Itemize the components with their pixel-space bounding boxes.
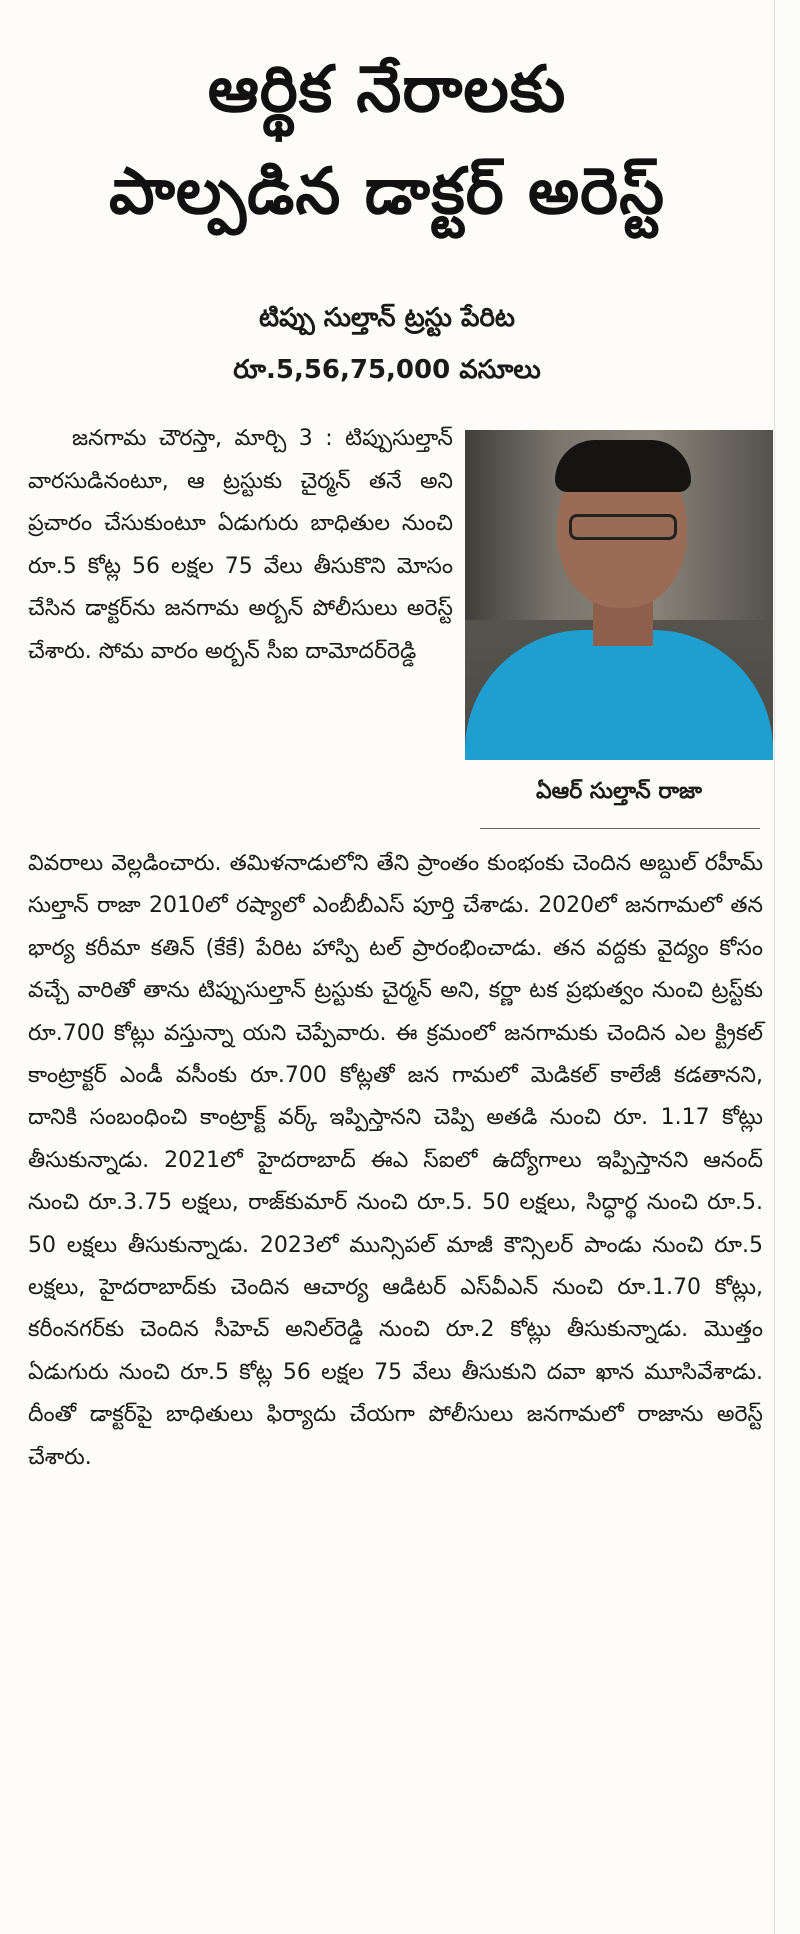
photo-caption: ఏఆర్ సుల్తాన్ రాజా — [536, 779, 702, 804]
article-body-column-wide: వివరాలు వెల్లడించారు. తమిళనాడులోని తేని ప్రాంతం కుంభంకు చెందిన అబ్దుల్ రహీమ్ సుల్తాన్ రాజా 2010లో రష్యాలో ఎంబీబీఎస్ పూర్తి చేశాడు. 2020లో జనగామలో తన భార్య కరీమా కతిన్ (కేకే) పేరిట హాస్పి టల్ ప్రారంభించాడు. తన వద్దకు వైద్యం కోసం వచ్చే వారితో తాను టిప్పుసుల్తాన్ ట్రస్టుకు చైర్మన్ అని, కర్ణా టక ప్రభుత్వం నుంచి ట్రస్ట్‌కు రూ.700 కోట్లు వస్తున్నా యని చెప్పేవారు. ఈ క్రమంలో జనగామకు చెందిన ఎల క్ట్రికల్ కాంట్రాక్టర్ ఎండీ వసీంకు రూ.700 కోట్లతో జన గామలో మెడికల్ కాలేజీ కడతానని, దానికి సంబంధించి కాంట్రాక్ట్ వర్క్ ఇప్పిస్తానని చెప్పి అతడి నుంచి రూ. 1.17 కోట్లు తీసుకున్నాడు. 2021లో హైదరాబాద్ ఈఎ స్‌ఐలో ఉద్యోగాలు ఇప్పిస్తానని ఆనంద్ నుంచి రూ.3.75 లక్షలు, రాజ్‌కుమార్ నుంచి రూ.5. 50 లక్షలు, సిద్ధార్థ నుంచి రూ.5. 50 లక్షలు తీసుకున్నాడు. 2023లో మున్సిపల్ మాజీ కౌన్సిలర్ పాండు నుంచి రూ.5 లక్షలు, హైదరాబాద్‌కు చెందిన ఆచార్య ఆడిటర్ ఎస్‌వీఎన్ నుంచి రూ.1.70 కోట్లు, కరీంనగర్‌కు చెందిన సీహెచ్ అనిల్‌రెడ్డి నుంచి రూ.2 కోట్లు తీసుకున్నాడు. మొత్తం ఏడుగురు నుంచి రూ.5 కోట్ల 56 లక్షల 75 వేలు తీసుకుని దవా ఖాన మూసివేశాడు. దీంతో డాక్టర్‌పై బాధితులు ఫిర్యాదు చేయగా పోలీసులు జనగామలో రాజాను అరెస్ట్ చేశారు. — [28, 851, 763, 1470]
headline-line-2: పాల్పడిన డాక్టర్ అరెస్ట్ — [108, 155, 666, 229]
subheadline — [0, 292, 774, 396]
photo-shirt — [465, 630, 773, 760]
headline-line-1: ఆర్థిక నేరాలకు — [207, 53, 567, 127]
subheadline-line-2: రూ.5,56,75,000 వసూలు — [233, 355, 541, 385]
headline — [0, 40, 774, 244]
article-paragraph-intro: జనగామ చౌరస్తా, మార్చి 3 : టిప్పుసుల్తాన్ వారసుడినంటూ, ఆ ట్రస్టుకు చైర్మన్ తనే అని ప్రచారం చేసుకుంటూ ఏడుగురు బాధితుల నుంచి రూ.5 కోట్ల 56 లక్షల 75 వేలు తీసుకొని మోసం చేసిన డాక్టర్‌ను జనగామ అర్బన్ పోలీసులు అరెస్ట్ చేశారు. సోమ వారం అర్బన్ సీఐ దామోదర్‌రెడ్డి — [28, 426, 453, 664]
photo-glasses — [569, 514, 677, 540]
accused-photo — [465, 430, 773, 760]
caption-divider — [480, 828, 760, 829]
article-body-column-narrow — [28, 418, 453, 673]
photo-hair — [555, 440, 691, 492]
subheadline-line-1: టిప్పు సుల్తాన్ ట్రస్టు పేరిట — [259, 303, 515, 333]
